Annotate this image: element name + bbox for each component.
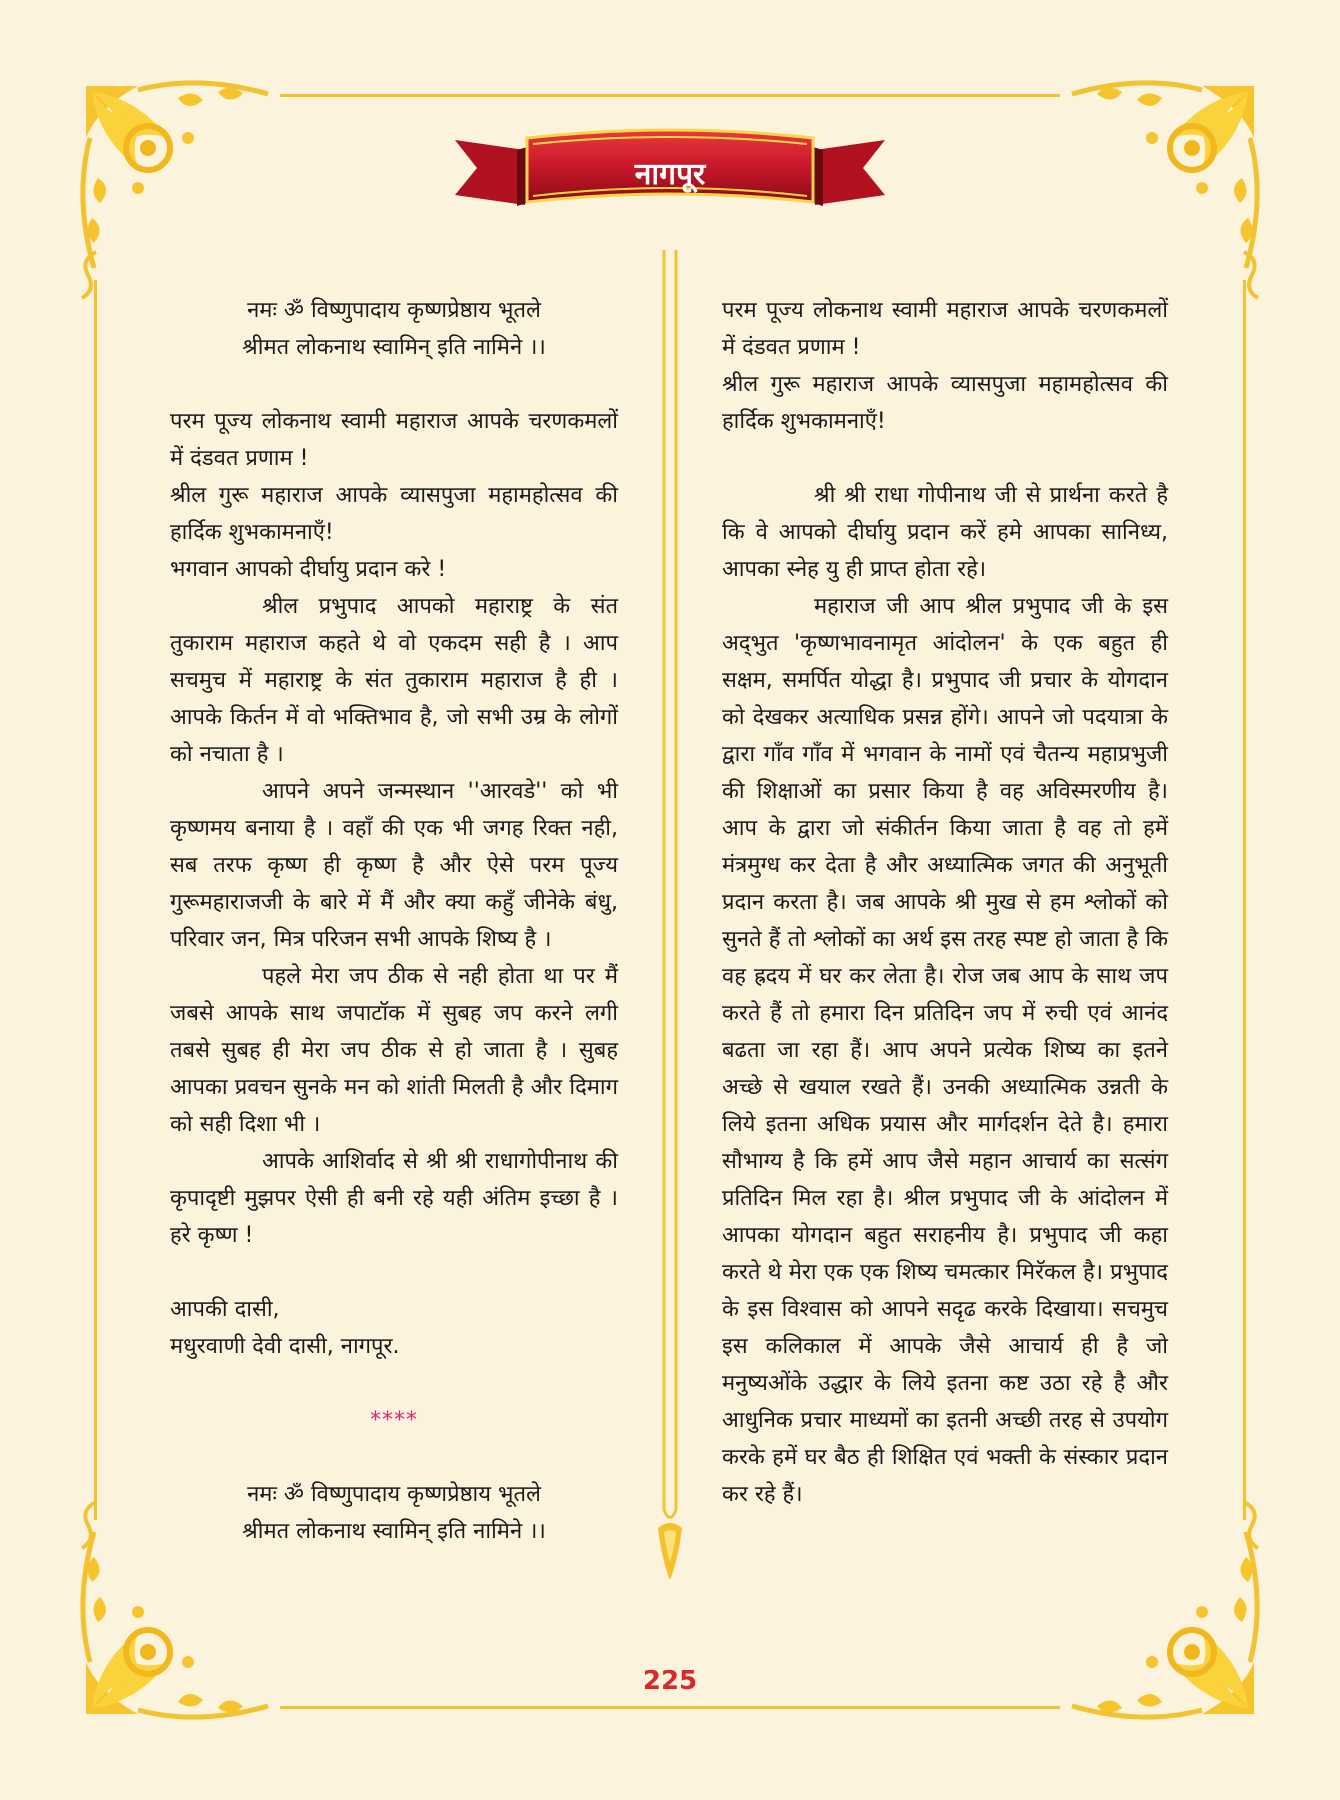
mantra-line: श्रीमत लोकनाथ स्वामिन् इति नामिने ।। — [242, 335, 546, 360]
paragraph: श्रील गुरू महाराज आपके व्यासपुजा महामहोत्सव की हार्दिक शुभकामनाएँ! — [170, 483, 618, 545]
corner-ornament-icon — [1062, 78, 1262, 278]
mantra-line: नमः ॐ विष्णुपादाय कृष्णप्रेष्ठाय भूतले — [247, 1482, 541, 1507]
paragraph: आपने अपने जन्मस्थान ''आरवडे'' को भी कृष्णमय बनाया है । वहाँ की एक भी जगह रिक्त नही, सब तरफ कृष्ण ही कृष्ण है और ऐसे परम पूज्य गुरूमहाराजजी के बारे में मैं और क्या कहुँ जीनेके बंधु, परिवार जन, मित्र परिजन सभी आपके शिष्य है । — [170, 779, 618, 952]
paragraph: महाराज जी आप श्रील प्रभुपाद जी के इस अद्‌भुत 'कृष्णभावनामृत आंदोलन' के एक बहुत ही सक्षम, समर्पित योद्धा है। प्रभुपाद जी प्रचार के योगदान को देखकर अत्याधिक प्रसन्न होंगे। आपने जो पदयात्रा के द्वारा गाँव गाँव में भगवान के नामों एवं चैतन्य महाप्रभुजी की शिक्षाओं का प्रसार किया है वह अविस्मरणीय है। आप के द्वारा जो संकीर्तन किया जाता है वह तो हमें मंत्रमुग्ध कर देता है और अध्यात्मिक जगत की अनुभूती प्रदान करता है। जब आपके श्री मुख से हम श्लोकों को सुनते हैं तो श्लोकों का अर्थ इस तरह स्पष्ट हो जाता है कि वह ह्रदय में घर कर लेता है। रोज जब आप के साथ जप करते हैं तो हमारा दिन प्रतिदिन जप में रुची एवं आनंद बढता जा रहा हैं। आप अपने प्रत्येक शिष्य का इतने अच्छे से खयाल रखते हैं। उनकी अध्यात्मिक उन्नती के लिये इतना अधिक प्रयास और मार्गदर्शन देते है। हमारा सौभाग्य है कि हमें आप जैसे महान आचार्य का सत्संग प्रतिदिन मिल रहा है। श्रील प्रभुपाद जी के आंदोलन में आपका योगदान बहुत सराहनीय है। प्रभुपाद जी कहा करते थे मेरा एक एक शिष्य चमत्कार मिरॅकल है। प्रभुपाद के इस विश्वास को आपने सदृढ करके दिखाया। सचमुच इस कलिकाल में आपके जैसे आचार्य ही है जो मनुष्यओंके उद्धार के लिये इतना कष्ट उठा रहे है और आधुनिक प्रचार माध्यमों का इतनी अच्छी तरह से उपयोग करके हमें घर बैठ ही शिक्षित एवं भक्ती के संस्कार प्रदान कर रहे हैं। — [722, 594, 1168, 1507]
paragraph: परम पूज्य लोकनाथ स्वामी महाराज आपके चरणकमलों में दंडवत प्रणाम ! — [722, 298, 1168, 360]
corner-ornament-icon — [78, 1522, 278, 1722]
scroll-curl-icon — [1232, 250, 1262, 300]
signoff-name: मधुरवाणी देवी दासी, नागपूर. — [170, 1334, 400, 1359]
left-column — [170, 292, 618, 1550]
frame-top-border — [280, 94, 1060, 97]
signoff: आपकी दासी, — [170, 1297, 280, 1322]
paragraph: आपके आशिर्वाद से श्री श्री राधागोपीनाथ की कृपादृष्टी मुझपर ऐसी ही बनी रहे यही अंतिम इच्छा है । हरे कृष्ण ! — [170, 1149, 618, 1248]
scroll-curl-icon — [1232, 1500, 1262, 1550]
frame-right-border — [1243, 280, 1246, 1520]
corner-ornament-icon — [1062, 1522, 1262, 1722]
page-number: 225 — [642, 1666, 698, 1696]
column-divider-icon — [650, 250, 690, 1590]
corner-ornament-icon — [78, 78, 278, 278]
right-column — [722, 292, 1168, 1513]
mantra-line: नमः ॐ विष्णुपादाय कृष्णप्रेष्ठाय भूतले — [247, 298, 541, 323]
paragraph: पहले मेरा जप ठीक से नही होता था पर मैं जबसे आपके साथ जपाटॉक में सुबह जप करने लगी तबसे सुबह ही मेरा जप ठीक से हो जाता है । सुबह आपका प्रवचन सुनके मन को शांती मिलती है और दिमाग को सही दिशा भी । — [170, 964, 618, 1137]
paragraph: श्री श्री राधा गोपीनाथ जी से प्रार्थना करते है कि वे आपको दीर्घायु प्रदान करें हमे आपका सानिध्य, आपका स्नेह यु ही प्राप्त होता रहे। — [722, 483, 1168, 582]
mantra-line: श्रीमत लोकनाथ स्वामिन् इति नामिने ।। — [242, 1519, 546, 1544]
scroll-curl-icon — [78, 1500, 108, 1550]
paragraph: परम पूज्य लोकनाथ स्वामी महाराज आपके चरणकमलों में दंडवत प्रणाम ! — [170, 409, 618, 471]
scroll-curl-icon — [78, 250, 108, 300]
paragraph: भगवान आपको दीर्घायु प्रदान करे ! — [170, 557, 447, 582]
page-title: नागपूर — [634, 157, 706, 192]
paragraph: श्रील प्रभुपाद आपको महाराष्ट्र के संत तुकाराम महाराज कहते थे वो एकदम सही है । आप सचमुच में महाराष्ट्र के संत तुकाराम महाराज है ही । आपके किर्तन में वो भक्तिभाव है, जो सभी उम्र के लोगों को नचाता है । — [170, 594, 618, 767]
paragraph: श्रील गुरू महाराज आपके व्यासपुजा महामहोत्सव की हार्दिक शुभकामनाएँ! — [722, 372, 1168, 434]
separator-stars: **** — [370, 1408, 418, 1433]
frame-bottom-border — [280, 1706, 1060, 1709]
frame-left-border — [94, 280, 97, 1520]
